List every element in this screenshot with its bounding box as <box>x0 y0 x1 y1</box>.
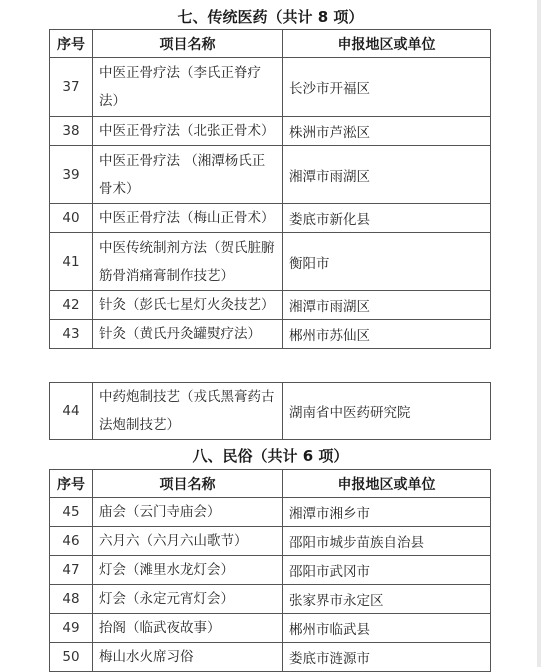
row-no: 48 <box>50 585 93 614</box>
row-name: 抬阁（临武夜故事） <box>93 614 283 643</box>
table-header-row <box>50 470 491 498</box>
section-7-table-continued <box>49 382 491 440</box>
row-no: 43 <box>50 320 93 349</box>
header-region: 申报地区或单位 <box>283 30 491 58</box>
row-region: 邵阳市武冈市 <box>283 556 491 585</box>
row-region: 湘潭市雨湖区 <box>283 291 491 320</box>
row-name: 针灸（彭氏七星灯火灸技艺） <box>93 291 283 320</box>
row-no: 40 <box>50 204 93 233</box>
row-name: 梅山水火席习俗 <box>93 643 283 672</box>
table-row <box>50 58 491 117</box>
row-region: 张家界市永定区 <box>283 585 491 614</box>
table-row <box>50 643 491 672</box>
section-8-title: 八、民俗（共计 6 项） <box>192 447 349 465</box>
header-name: 项目名称 <box>93 30 283 58</box>
table-row <box>50 614 491 643</box>
row-no: 45 <box>50 498 93 527</box>
row-region: 衡阳市 <box>283 233 491 291</box>
row-name: 中医传统制剂方法（贺氏脏腑筋骨消痛膏制作技艺） <box>93 233 283 291</box>
table-row <box>50 585 491 614</box>
row-name: 灯会（滩里水龙灯会） <box>93 556 283 585</box>
row-name: 中医正骨疗法（梅山正骨术） <box>93 204 283 233</box>
row-region: 郴州市苏仙区 <box>283 320 491 349</box>
row-region: 长沙市开福区 <box>283 58 491 117</box>
row-no: 42 <box>50 291 93 320</box>
row-region: 娄底市新化县 <box>283 204 491 233</box>
table-row <box>50 527 491 556</box>
table-row <box>50 117 491 146</box>
row-region: 邵阳市城步苗族自治县 <box>283 527 491 556</box>
row-no: 38 <box>50 117 93 146</box>
table-row <box>50 146 491 204</box>
header-name: 项目名称 <box>93 470 283 498</box>
table-row <box>50 291 491 320</box>
table-header-row <box>50 30 491 58</box>
row-no: 37 <box>50 58 93 117</box>
header-region: 申报地区或单位 <box>283 470 491 498</box>
header-no: 序号 <box>50 470 93 498</box>
row-name: 中药炮制技艺（戎氏黑膏药古法炮制技艺） <box>93 383 283 440</box>
row-no: 41 <box>50 233 93 291</box>
table-row <box>50 204 491 233</box>
row-name: 中医正骨疗法（李氏正脊疗法） <box>93 58 283 117</box>
table-row <box>50 233 491 291</box>
row-no: 50 <box>50 643 93 672</box>
section-7-title: 七、传统医药（共计 8 项） <box>177 8 364 26</box>
row-name: 中医正骨疗法（北张正骨术） <box>93 117 283 146</box>
table-row <box>50 556 491 585</box>
row-region: 株洲市芦淞区 <box>283 117 491 146</box>
row-region: 湘潭市湘乡市 <box>283 498 491 527</box>
row-no: 47 <box>50 556 93 585</box>
row-no: 49 <box>50 614 93 643</box>
row-name: 针灸（黄氏丹灸罐熨疗法） <box>93 320 283 349</box>
row-region: 娄底市涟源市 <box>283 643 491 672</box>
page-edge-scrollbar[interactable] <box>537 0 541 667</box>
row-region: 郴州市临武县 <box>283 614 491 643</box>
section-7-table <box>49 29 491 349</box>
row-region: 湘潭市雨湖区 <box>283 146 491 204</box>
table-row <box>50 320 491 349</box>
header-no: 序号 <box>50 30 93 58</box>
row-name: 中医正骨疗法 （湘潭杨氏正骨术） <box>93 146 283 204</box>
row-no: 39 <box>50 146 93 204</box>
row-no: 46 <box>50 527 93 556</box>
table-row <box>50 498 491 527</box>
row-name: 庙会（云门寺庙会） <box>93 498 283 527</box>
table-row <box>50 383 491 440</box>
row-region: 湖南省中医药研究院 <box>283 383 491 440</box>
row-no: 44 <box>50 383 93 440</box>
section-8-table <box>49 469 491 672</box>
row-name: 灯会（永定元宵灯会） <box>93 585 283 614</box>
row-name: 六月六（六月六山歌节） <box>93 527 283 556</box>
